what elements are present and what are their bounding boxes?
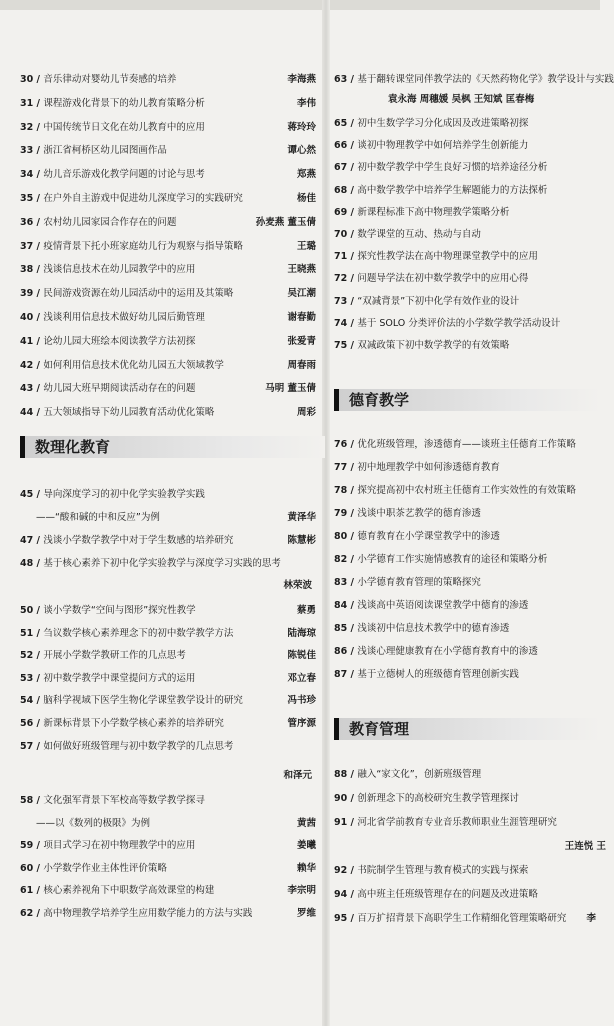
entry-title: 如何利用信息技术优化幼儿园五大领域教学: [43, 359, 224, 371]
entry-title: 初中地理教学中如何渗透德育教育: [357, 462, 500, 473]
toc-entry[interactable]: [334, 115, 600, 133]
entry-author: 杨佳: [296, 193, 316, 204]
entry-title: 数学课堂的互动、热动与自动: [357, 229, 481, 240]
toc-entry[interactable]: [334, 551, 600, 569]
toc-entry[interactable]: [334, 862, 600, 880]
entry-title: 初中数学教学中学生良好习惯的培养途径分析: [357, 162, 548, 174]
page-number: 91 /: [334, 817, 358, 828]
entry-title: 基于翻转课堂同伴教学法的《天然药物化学》教学设计与实践: [357, 74, 614, 85]
section-header-mgmt: 教育管理: [334, 718, 601, 740]
toc-entry[interactable]: [334, 293, 600, 311]
toc-entry[interactable]: [20, 71, 320, 89]
entry-title: “双减背景”下初中化学有效作业的设计: [357, 295, 520, 307]
page-number: 79 /: [334, 508, 358, 519]
entry-title: 核心素养视角下中职数学高效课堂的构建: [43, 885, 215, 897]
page-number: 58 /: [20, 795, 44, 806]
toc-entry[interactable]: [334, 886, 600, 904]
entry-title: 河北省学前教育专业音乐教师职业生涯管理研究: [357, 817, 557, 828]
page-number: 84 /: [334, 600, 358, 611]
entry-title: 谈小学数学“空间与图形”探究性教学: [43, 605, 196, 616]
top-edge: [0, 0, 600, 10]
entry-author: 黄泽华: [287, 512, 316, 523]
entry-author: 邓立春: [287, 672, 316, 684]
toc-entry[interactable]: [334, 459, 600, 477]
toc-entry[interactable]: [20, 95, 320, 113]
toc-entry[interactable]: [20, 792, 320, 810]
page-number: 50 /: [20, 605, 44, 616]
page-number: 62 /: [20, 908, 44, 919]
page-number: 43 /: [20, 383, 44, 395]
entry-title: 百万扩招背景下高职学生工作精细化管理策略研究: [357, 913, 567, 924]
page-number: 33 /: [20, 145, 44, 157]
toc-entry[interactable]: [334, 226, 600, 244]
page-number: 48 /: [20, 558, 44, 569]
entry-author: 谭心然: [287, 145, 316, 157]
page-number: 34 /: [20, 169, 44, 181]
entry-author: 罗维: [296, 908, 316, 919]
page-number: 63 /: [334, 74, 358, 85]
entry-title: 书院制学生管理与教育模式的实践与探索: [357, 865, 529, 876]
entry-author: 李伟: [296, 97, 316, 109]
page-number: 39 /: [20, 288, 44, 300]
toc-entry[interactable]: [20, 815, 320, 833]
toc-entry[interactable]: [20, 486, 320, 504]
toc-entry[interactable]: [334, 574, 600, 592]
entry-title: 疫情背景下托小班家庭幼儿行为观察与指导策略: [43, 240, 243, 252]
page-number: 86 /: [334, 646, 358, 657]
authors-91: 王连悦 王: [564, 841, 606, 852]
entry-title: 浙江省柯桥区幼儿园图画作品: [43, 145, 167, 157]
entry-title: 双减政策下初中数学教学的有效策略: [357, 340, 510, 351]
page-number: 56 /: [20, 718, 44, 729]
entry-title: 新课程标准下高中物理教学策略分析: [357, 206, 510, 218]
entry-title: 刍议数学核心素养理念下的初中数学教学方法: [43, 627, 234, 639]
toc-entry[interactable]: [334, 71, 614, 89]
entry-title: 基于 SOLO 分类评价法的小学数学教学活动设计: [357, 317, 561, 329]
toc-entry[interactable]: [20, 309, 320, 327]
entry-author: 李: [586, 913, 596, 924]
entry-title: 高中物理教学培养学生应用数学能力的方法与实践: [43, 908, 253, 919]
entry-title: ——以《数列的极限》为例: [36, 817, 151, 829]
entry-title: 浅谈信息技术在幼儿园教学中的应用: [43, 264, 196, 276]
entry-author: 周春雨: [287, 359, 316, 371]
page-number: 69 /: [334, 206, 358, 218]
toc-entry[interactable]: [20, 380, 320, 398]
page-number: 71 /: [334, 251, 358, 263]
entry-title: 融入“家文化”，创新班级管理: [357, 769, 482, 780]
page-number: 42 /: [20, 359, 44, 371]
entry-author: 黄茜: [296, 817, 316, 829]
entry-author: 张爱青: [287, 335, 316, 347]
page-number: 36 /: [20, 216, 44, 228]
toc-entry[interactable]: [334, 436, 600, 454]
entry-title: 初中生数学学习分化成因及改进策略初探: [357, 118, 529, 129]
entry-title: 课程游戏化背景下的幼儿教育策略分析: [43, 97, 205, 109]
entry-title: 浅谈中职茶艺教学的德育渗透: [357, 508, 481, 519]
toc-entry[interactable]: [20, 625, 320, 643]
toc-entry[interactable]: [334, 643, 600, 661]
entry-title: 导向深度学习的初中化学实验教学实践: [43, 489, 205, 500]
author-48: 林荣波: [283, 580, 312, 591]
toc-entry[interactable]: [334, 766, 600, 784]
entry-title: 基于立德树人的班级德育管理创新实践: [357, 669, 519, 680]
page-number: 47 /: [20, 535, 44, 546]
toc-entry[interactable]: [20, 738, 320, 756]
page-number: 45 /: [20, 489, 44, 500]
page-number: 73 /: [334, 295, 358, 307]
page-number: 41 /: [20, 335, 44, 347]
toc-entry[interactable]: [334, 482, 600, 500]
entry-author: 冯书珍: [287, 695, 316, 707]
entry-title: 民间游戏资源在幼儿园活动中的运用及其策略: [43, 288, 234, 300]
entry-title: 论幼儿园大班绘本阅读教学方法初探: [43, 335, 196, 347]
page-number: 94 /: [334, 889, 358, 900]
page-number: 82 /: [334, 554, 358, 565]
section-header-math: 数理化教育: [20, 436, 325, 458]
toc-entry[interactable]: [20, 509, 320, 527]
page-number: 77 /: [334, 462, 358, 473]
toc-entry[interactable]: [20, 238, 320, 256]
entry-title: 探究提高初中农村班主任德育工作实效性的有效策略: [357, 485, 576, 496]
toc-entry[interactable]: [334, 137, 600, 155]
entry-author: 周彩: [296, 407, 316, 419]
toc-entry[interactable]: [20, 214, 320, 232]
entry-title: 浅谈初中信息技术教学中的德育渗透: [357, 623, 510, 634]
entry-author: 王璐: [296, 240, 316, 252]
page-number: 31 /: [20, 97, 44, 109]
entry-title: 基于核心素养下初中化学实验教学与深度学习实践的思考: [43, 558, 281, 569]
entry-author: 姜曦: [296, 840, 316, 852]
entry-title: 浅谈利用信息技术做好幼儿园后勤管理: [43, 312, 205, 323]
page-number: 92 /: [334, 865, 358, 876]
toc-entry[interactable]: [20, 860, 320, 878]
toc-entry[interactable]: [334, 505, 600, 523]
toc-entry[interactable]: [20, 837, 320, 855]
page-number: 72 /: [334, 273, 358, 285]
authors-63: 袁永海 周穗媛 吴枫 王知斌 匡春梅: [388, 94, 535, 105]
page-number: 83 /: [334, 577, 358, 588]
entry-title: 高中班主任班级管理存在的问题及改进策略: [357, 889, 538, 900]
toc-entry[interactable]: [334, 182, 600, 200]
page-number: 66 /: [334, 140, 358, 152]
entry-title: 小学德育工作实施情感教育的途径和策略分析: [357, 554, 548, 565]
entry-author: 马明 董玉倩: [265, 383, 316, 395]
page-number: 51 /: [20, 627, 44, 639]
toc-entry[interactable]: [334, 597, 600, 615]
page-number: 80 /: [334, 531, 358, 542]
page-number: 74 /: [334, 317, 358, 329]
entry-title: 小学数学作业主体性评价策略: [43, 862, 167, 874]
toc-entry[interactable]: [20, 142, 320, 160]
entry-author: 孙麦燕 董玉倩: [255, 216, 316, 228]
toc-entry[interactable]: [20, 190, 320, 208]
page-number: 68 /: [334, 184, 358, 196]
entry-title: 幼儿园大班早期阅读活动存在的问题: [43, 383, 196, 395]
entry-title: 谈初中物理教学中如何培养学生创新能力: [357, 140, 529, 152]
toc-entry[interactable]: [20, 647, 320, 665]
page-number: 67 /: [334, 162, 358, 174]
page-number: 38 /: [20, 264, 44, 276]
entry-title: 脑科学视域下医学生物化学课堂教学设计的研究: [43, 695, 243, 707]
toc-entry[interactable]: [334, 248, 600, 266]
page-number: 30 /: [20, 74, 44, 85]
entry-title: 德育教育在小学课堂教学中的渗透: [357, 531, 500, 542]
toc-entry[interactable]: [20, 692, 320, 710]
entry-title: 幼儿音乐游戏化教学问题的讨论与思考: [43, 169, 205, 181]
entry-title: 创新理念下的高校研究生教学管理探讨: [357, 793, 519, 804]
page-number: 35 /: [20, 193, 44, 204]
toc-entry[interactable]: [20, 166, 320, 184]
page-number: 60 /: [20, 862, 44, 874]
entry-author: 郑燕: [296, 169, 316, 181]
toc-entry[interactable]: [20, 905, 320, 923]
entry-title: 新课标背景下小学数学核心素养的培养研究: [43, 718, 224, 729]
entry-title: 五大领域指导下幼儿园教育活动优化策略: [43, 407, 215, 419]
entry-title: 农村幼儿园家园合作存在的问题: [43, 216, 177, 228]
toc-entry[interactable]: [334, 666, 600, 684]
toc-entry[interactable]: [20, 119, 320, 137]
entry-author: 陈锐佳: [287, 650, 316, 662]
entry-title: 小学德育教育管理的策略探究: [357, 577, 481, 588]
entry-title: 问题导学法在初中数学教学中的应用心得: [357, 273, 529, 285]
page-number: 88 /: [334, 769, 358, 780]
entry-title: 音乐律动对婴幼儿节奏感的培养: [43, 74, 177, 85]
page-number: 44 /: [20, 407, 44, 419]
page-number: 54 /: [20, 695, 44, 707]
page-number: 76 /: [334, 439, 358, 450]
page-number: 32 /: [20, 121, 44, 133]
entry-author: 王晓燕: [287, 264, 316, 276]
entry-title: 在户外自主游戏中促进幼儿深度学习的实践研究: [43, 193, 243, 204]
entry-author: 陈慧彬: [287, 535, 316, 546]
toc-entry[interactable]: [334, 337, 600, 355]
section-header-moral: 德育教学: [334, 389, 601, 411]
entry-author: 吴江潮: [287, 288, 316, 300]
toc-entry[interactable]: [20, 882, 320, 900]
entry-title: 浅谈高中英语阅读课堂教学中德育的渗透: [357, 600, 529, 611]
page-number: 95 /: [334, 913, 358, 924]
toc-entry[interactable]: [334, 814, 600, 832]
entry-title: 初中数学教学中课堂提问方式的运用: [43, 672, 196, 684]
entry-author: 李海燕: [287, 74, 316, 85]
entry-title: 中国传统节日文化在幼儿教育中的应用: [43, 121, 205, 133]
entry-author: 陆海琼: [287, 627, 316, 639]
entry-title: 项目式学习在初中物理教学中的应用: [43, 840, 196, 852]
toc-entry[interactable]: [20, 404, 320, 422]
page-number: 75 /: [334, 340, 358, 351]
toc-entry[interactable]: [334, 204, 600, 222]
author-57: 和泽元: [283, 770, 312, 781]
entry-title: 如何做好班级管理与初中数学教学的几点思考: [43, 740, 234, 752]
toc-entry[interactable]: [20, 555, 320, 573]
toc-entry[interactable]: [20, 261, 320, 279]
entry-author: 赖华: [296, 862, 316, 874]
page-number: 37 /: [20, 240, 44, 252]
page-number: 61 /: [20, 885, 44, 897]
entry-title: 文化强军背景下军校高等数学教学探寻: [43, 795, 205, 806]
entry-author: 蒋玲玲: [287, 121, 316, 133]
toc-entry[interactable]: [20, 670, 320, 688]
toc-entry[interactable]: [334, 528, 600, 546]
toc-entry[interactable]: [20, 715, 320, 733]
page-fold: [322, 0, 330, 1026]
toc-entry[interactable]: [20, 333, 320, 351]
page-number: 70 /: [334, 229, 358, 240]
page-number: 53 /: [20, 672, 44, 684]
entry-author: 谢春勤: [287, 312, 316, 323]
entry-title: 浅谈心理健康教育在小学德育教育中的渗透: [357, 646, 538, 657]
toc-entry[interactable]: [334, 790, 600, 808]
page-number: 52 /: [20, 650, 44, 662]
page-number: 59 /: [20, 840, 44, 852]
toc-entry[interactable]: [20, 532, 320, 550]
toc-entry[interactable]: [20, 285, 320, 303]
toc-entry[interactable]: [334, 910, 600, 928]
entry-author: 李宗明: [287, 885, 316, 897]
entry-title: ——“酸和碱的中和反应”为例: [36, 512, 160, 523]
entry-title: 高中数学教学中培养学生解题能力的方法探析: [357, 184, 548, 196]
toc-entry[interactable]: [20, 602, 320, 620]
entry-author: 蔡勇: [296, 605, 316, 616]
page-number: 85 /: [334, 623, 358, 634]
page-number: 65 /: [334, 118, 358, 129]
entry-title: 优化班级管理，渗透德育——谈班主任德育工作策略: [357, 439, 576, 450]
entry-title: 开展小学数学教研工作的几点思考: [43, 650, 186, 662]
page-number: 40 /: [20, 312, 44, 323]
entry-author: 管序源: [287, 718, 316, 729]
page-number: 90 /: [334, 793, 358, 804]
toc-entry[interactable]: [334, 315, 600, 333]
toc-entry[interactable]: [334, 159, 600, 177]
toc-entry[interactable]: [334, 270, 600, 288]
entry-title: 探究性教学法在高中物理课堂教学中的应用: [357, 251, 538, 263]
entry-title: 浅谈小学数学教学中对于学生数感的培养研究: [43, 535, 234, 546]
page-number: 87 /: [334, 669, 358, 680]
toc-entry[interactable]: [20, 357, 320, 375]
page-number: 78 /: [334, 485, 358, 496]
toc-entry[interactable]: [334, 620, 600, 638]
page-number: 57 /: [20, 740, 44, 752]
